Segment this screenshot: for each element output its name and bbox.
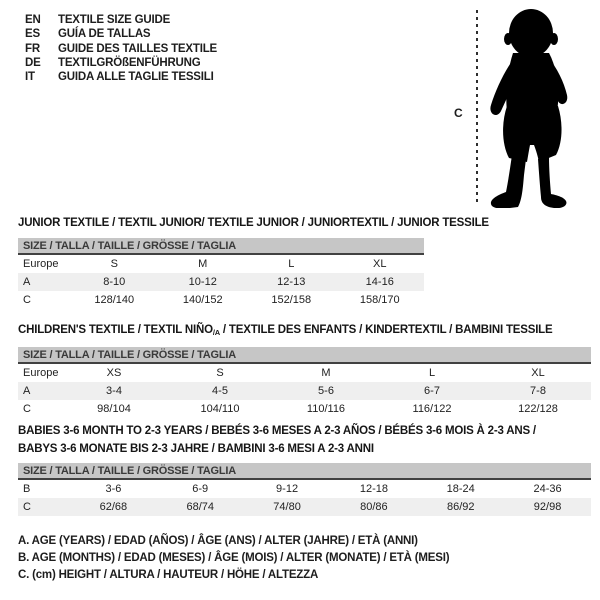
- legend-line-a: A. AGE (YEARS) / EDAD (AÑOS) / ÂGE (ANS) / ALTER (JAHRE) / ETÀ (ANNI): [18, 535, 418, 547]
- size-cell: XS: [106, 367, 122, 379]
- size-header-label: SIZE / TALLA / TAILLE / GRÖSSE / TAGLIA: [23, 464, 237, 477]
- language-code: DE: [25, 57, 41, 70]
- size-cell: S: [216, 367, 224, 379]
- row-label: A: [23, 276, 31, 288]
- age-cell: 12-18: [359, 483, 388, 495]
- size-cell: L: [428, 367, 436, 379]
- size-cell: M: [198, 258, 208, 270]
- row-label: A: [23, 385, 31, 397]
- babies-size-table: [18, 463, 591, 516]
- table-row-height: [18, 400, 591, 418]
- table-row-months: [18, 480, 591, 498]
- height-cell: 74/80: [273, 501, 301, 513]
- babies-section-title-line1: BABIES 3-6 MONTH TO 2-3 YEARS / BEBÉS 3-6 MESES A 2-3 AÑOS / BÉBÉS 3-6 MOIS À 2-3 ANS /: [18, 425, 536, 437]
- row-label: Europe: [23, 258, 59, 270]
- table-row-europe: [18, 364, 591, 382]
- row-label: C: [23, 294, 31, 306]
- age-cell: 6-7: [424, 385, 440, 397]
- size-cell: L: [288, 258, 295, 270]
- age-cell: 12-13: [277, 276, 306, 288]
- size-header-band: [18, 347, 591, 364]
- size-header-label: SIZE / TALLA / TAILLE / GRÖSSE / TAGLIA: [23, 239, 237, 252]
- children-size-table: [18, 347, 591, 418]
- height-cell: 62/68: [99, 501, 128, 513]
- height-cell: 158/170: [359, 294, 400, 306]
- legend-line-b: B. AGE (MONTHS) / EDAD (MESES) / ÂGE (MOIS) / ALTER (MONATE) / ETÀ (MESI): [18, 552, 450, 564]
- babies-section-title-line2: BABYS 3-6 MONATE BIS 2-3 JAHRE / BAMBINI 3-6 MESI A 2-3 ANNI: [18, 443, 374, 455]
- height-cell: 128/140: [94, 294, 135, 306]
- language-list: [25, 13, 217, 84]
- size-cell: XL: [373, 258, 387, 270]
- legend-line-c: C. (cm) HEIGHT / ALTURA / HAUTEUR / HÖHE / ALTEZZA: [18, 569, 319, 581]
- age-cell: 14-16: [365, 276, 394, 288]
- age-cell: 3-4: [106, 385, 122, 397]
- table-row-height: [18, 498, 591, 516]
- size-cell: XL: [531, 367, 545, 379]
- height-cell: 104/110: [200, 403, 240, 415]
- language-label: GUIDA ALLE TAGLIE TESSILI: [58, 71, 214, 84]
- language-row-de: [25, 56, 217, 70]
- children-title-text: / TEXTILE DES ENFANTS / KINDERTEXTIL / BAMBINI TESSILE: [219, 324, 553, 336]
- language-code: ES: [25, 28, 40, 41]
- junior-size-table: [18, 238, 424, 309]
- age-cell: 6-9: [192, 483, 209, 495]
- language-row-it: [25, 70, 217, 84]
- age-cell: 8-10: [103, 276, 126, 288]
- row-label: C: [23, 403, 31, 415]
- height-cell: 140/152: [182, 294, 223, 306]
- age-cell: 4-5: [212, 385, 228, 397]
- height-measure-label: C: [454, 106, 463, 120]
- table-row-height: [18, 291, 424, 309]
- age-cell: 3-6: [105, 483, 122, 495]
- age-cell: 7-8: [530, 385, 546, 397]
- table-row-europe: [18, 255, 424, 273]
- height-cell: 122/128: [518, 403, 558, 415]
- row-label: B: [23, 483, 31, 495]
- height-cell: 110/116: [306, 403, 346, 415]
- junior-section-title: JUNIOR TEXTILE / TEXTIL JUNIOR/ TEXTILE JUNIOR / JUNIORTEXTIL / JUNIOR TESSILE: [18, 217, 489, 229]
- age-cell: 10-12: [188, 276, 217, 288]
- age-cell: 18-24: [446, 483, 475, 495]
- language-row-fr: [25, 42, 217, 56]
- size-header-label: SIZE / TALLA / TAILLE / GRÖSSE / TAGLIA: [23, 348, 237, 361]
- size-header-band: [18, 463, 591, 480]
- table-row-age: [18, 273, 424, 291]
- language-label: GUÍA DE TALLAS: [58, 28, 151, 41]
- row-label: Europe: [23, 367, 59, 379]
- children-title-subscript: /A: [212, 328, 220, 337]
- height-cell: 80/86: [360, 501, 388, 513]
- language-code: EN: [25, 14, 41, 27]
- size-cell: S: [110, 258, 118, 270]
- height-cell: 116/122: [412, 403, 452, 415]
- language-label: TEXTILGRÖßENFÜHRUNG: [58, 57, 201, 70]
- language-code: IT: [25, 71, 35, 84]
- row-label: C: [23, 501, 31, 513]
- height-dashed-line: [476, 10, 478, 206]
- children-section-title: [18, 324, 552, 337]
- age-cell: 24-36: [533, 483, 562, 495]
- legend: [18, 535, 449, 586]
- table-row-age: [18, 382, 591, 400]
- language-code: FR: [25, 42, 40, 55]
- height-cell: 86/92: [446, 501, 475, 513]
- size-cell: M: [321, 367, 331, 379]
- language-label: TEXTILE SIZE GUIDE: [58, 14, 171, 27]
- height-cell: 152/158: [271, 294, 312, 306]
- language-label: GUIDE DES TAILLES TEXTILE: [58, 42, 217, 55]
- children-title-text: CHILDREN'S TEXTILE / TEXTIL NIÑO: [18, 324, 213, 336]
- age-cell: 9-12: [276, 483, 299, 495]
- age-cell: 5-6: [318, 385, 334, 397]
- height-cell: 98/104: [97, 403, 131, 415]
- height-cell: 92/98: [533, 501, 562, 513]
- height-cell: 68/74: [186, 501, 214, 513]
- language-row-en: [25, 13, 217, 27]
- baby-silhouette: [482, 8, 582, 208]
- language-row-es: [25, 27, 217, 41]
- size-header-band: [18, 238, 424, 255]
